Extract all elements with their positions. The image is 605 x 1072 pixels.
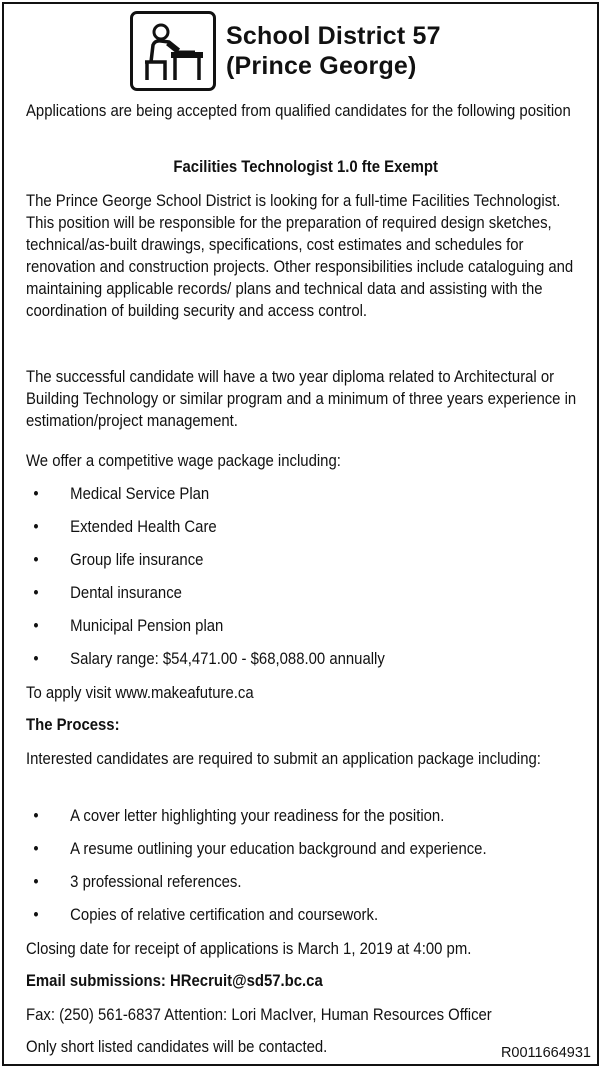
requirement-text: A cover letter highlighting your readiness for the position. xyxy=(70,807,445,825)
benefit-text: Dental insurance xyxy=(70,584,182,602)
process-heading: The Process: xyxy=(26,716,120,734)
benefit-text: Group life insurance xyxy=(70,551,204,569)
bullet-icon: • xyxy=(33,650,39,668)
requirement-text: 3 professional references. xyxy=(70,873,242,891)
reference-number: R0011664931 xyxy=(500,1045,591,1061)
requirement-text: A resume outlining your education background and experience. xyxy=(70,840,487,858)
benefit-text: Municipal Pension plan xyxy=(70,617,224,635)
reference-wrapper xyxy=(501,1044,591,1062)
organization-name xyxy=(226,21,526,81)
job-advertisement xyxy=(2,2,599,1066)
requirement-text: Copies of relative certification and coursework. xyxy=(70,906,379,924)
shortlist-note: Only short listed candidates will be contacted. xyxy=(26,1038,328,1056)
apply-link-text: To apply visit www.makeafuture.ca xyxy=(26,684,254,702)
email-submissions: Email submissions: HRecruit@sd57.bc.ca xyxy=(26,972,323,990)
salary-range: Salary range: $54,471.00 - $68,088.00 annually xyxy=(70,650,385,668)
bullet-icon: • xyxy=(33,485,39,503)
bullet-icon: • xyxy=(33,906,39,924)
bullet-icon: • xyxy=(33,807,39,825)
bullet-icon: • xyxy=(33,840,39,858)
intro-text: Applications are being accepted from qualified candidates for the following position xyxy=(26,102,571,120)
bullet-icon: • xyxy=(33,518,39,536)
bullet-icon: • xyxy=(33,873,39,891)
org-line-1: School District 57 xyxy=(226,22,441,50)
benefit-text: Medical Service Plan xyxy=(70,485,210,503)
position-title: Facilities Technologist 1.0 fte Exempt xyxy=(173,158,438,176)
fax-attention: Fax: (250) 561-6837 Attention: Lori MacIver, Human Resources Officer xyxy=(26,1006,492,1024)
description-text: The Prince George School District is looking for a full-time Facilities Technologist. This position will be responsible for the preparation of required design sketches, technical/as-built drawings, specifications, cost estimates and schedules for renovation and construction projects. Other responsibilities include cataloguing and maintaining applicable records/ plans and technical data and assisting with the coordination of building security and access control. xyxy=(26,192,574,320)
offer-intro: We offer a competitive wage package including: xyxy=(26,452,341,470)
org-line-2: (Prince George) xyxy=(226,52,417,80)
closing-date: Closing date for receipt of applications is March 1, 2019 at 4:00 pm. xyxy=(26,940,472,958)
bullet-icon: • xyxy=(33,584,39,602)
benefit-text: Extended Health Care xyxy=(70,518,217,536)
process-intro: Interested candidates are required to submit an application package including: xyxy=(26,750,541,768)
bullet-icon: • xyxy=(33,551,39,569)
student-at-desk-icon xyxy=(133,14,213,88)
district-logo xyxy=(130,11,216,91)
bullet-icon: • xyxy=(33,617,39,635)
qualifications-text: The successful candidate will have a two year diploma related to Architectural or Building Technology or similar program and a minimum of three years experience in estimation/project management. xyxy=(26,368,577,430)
